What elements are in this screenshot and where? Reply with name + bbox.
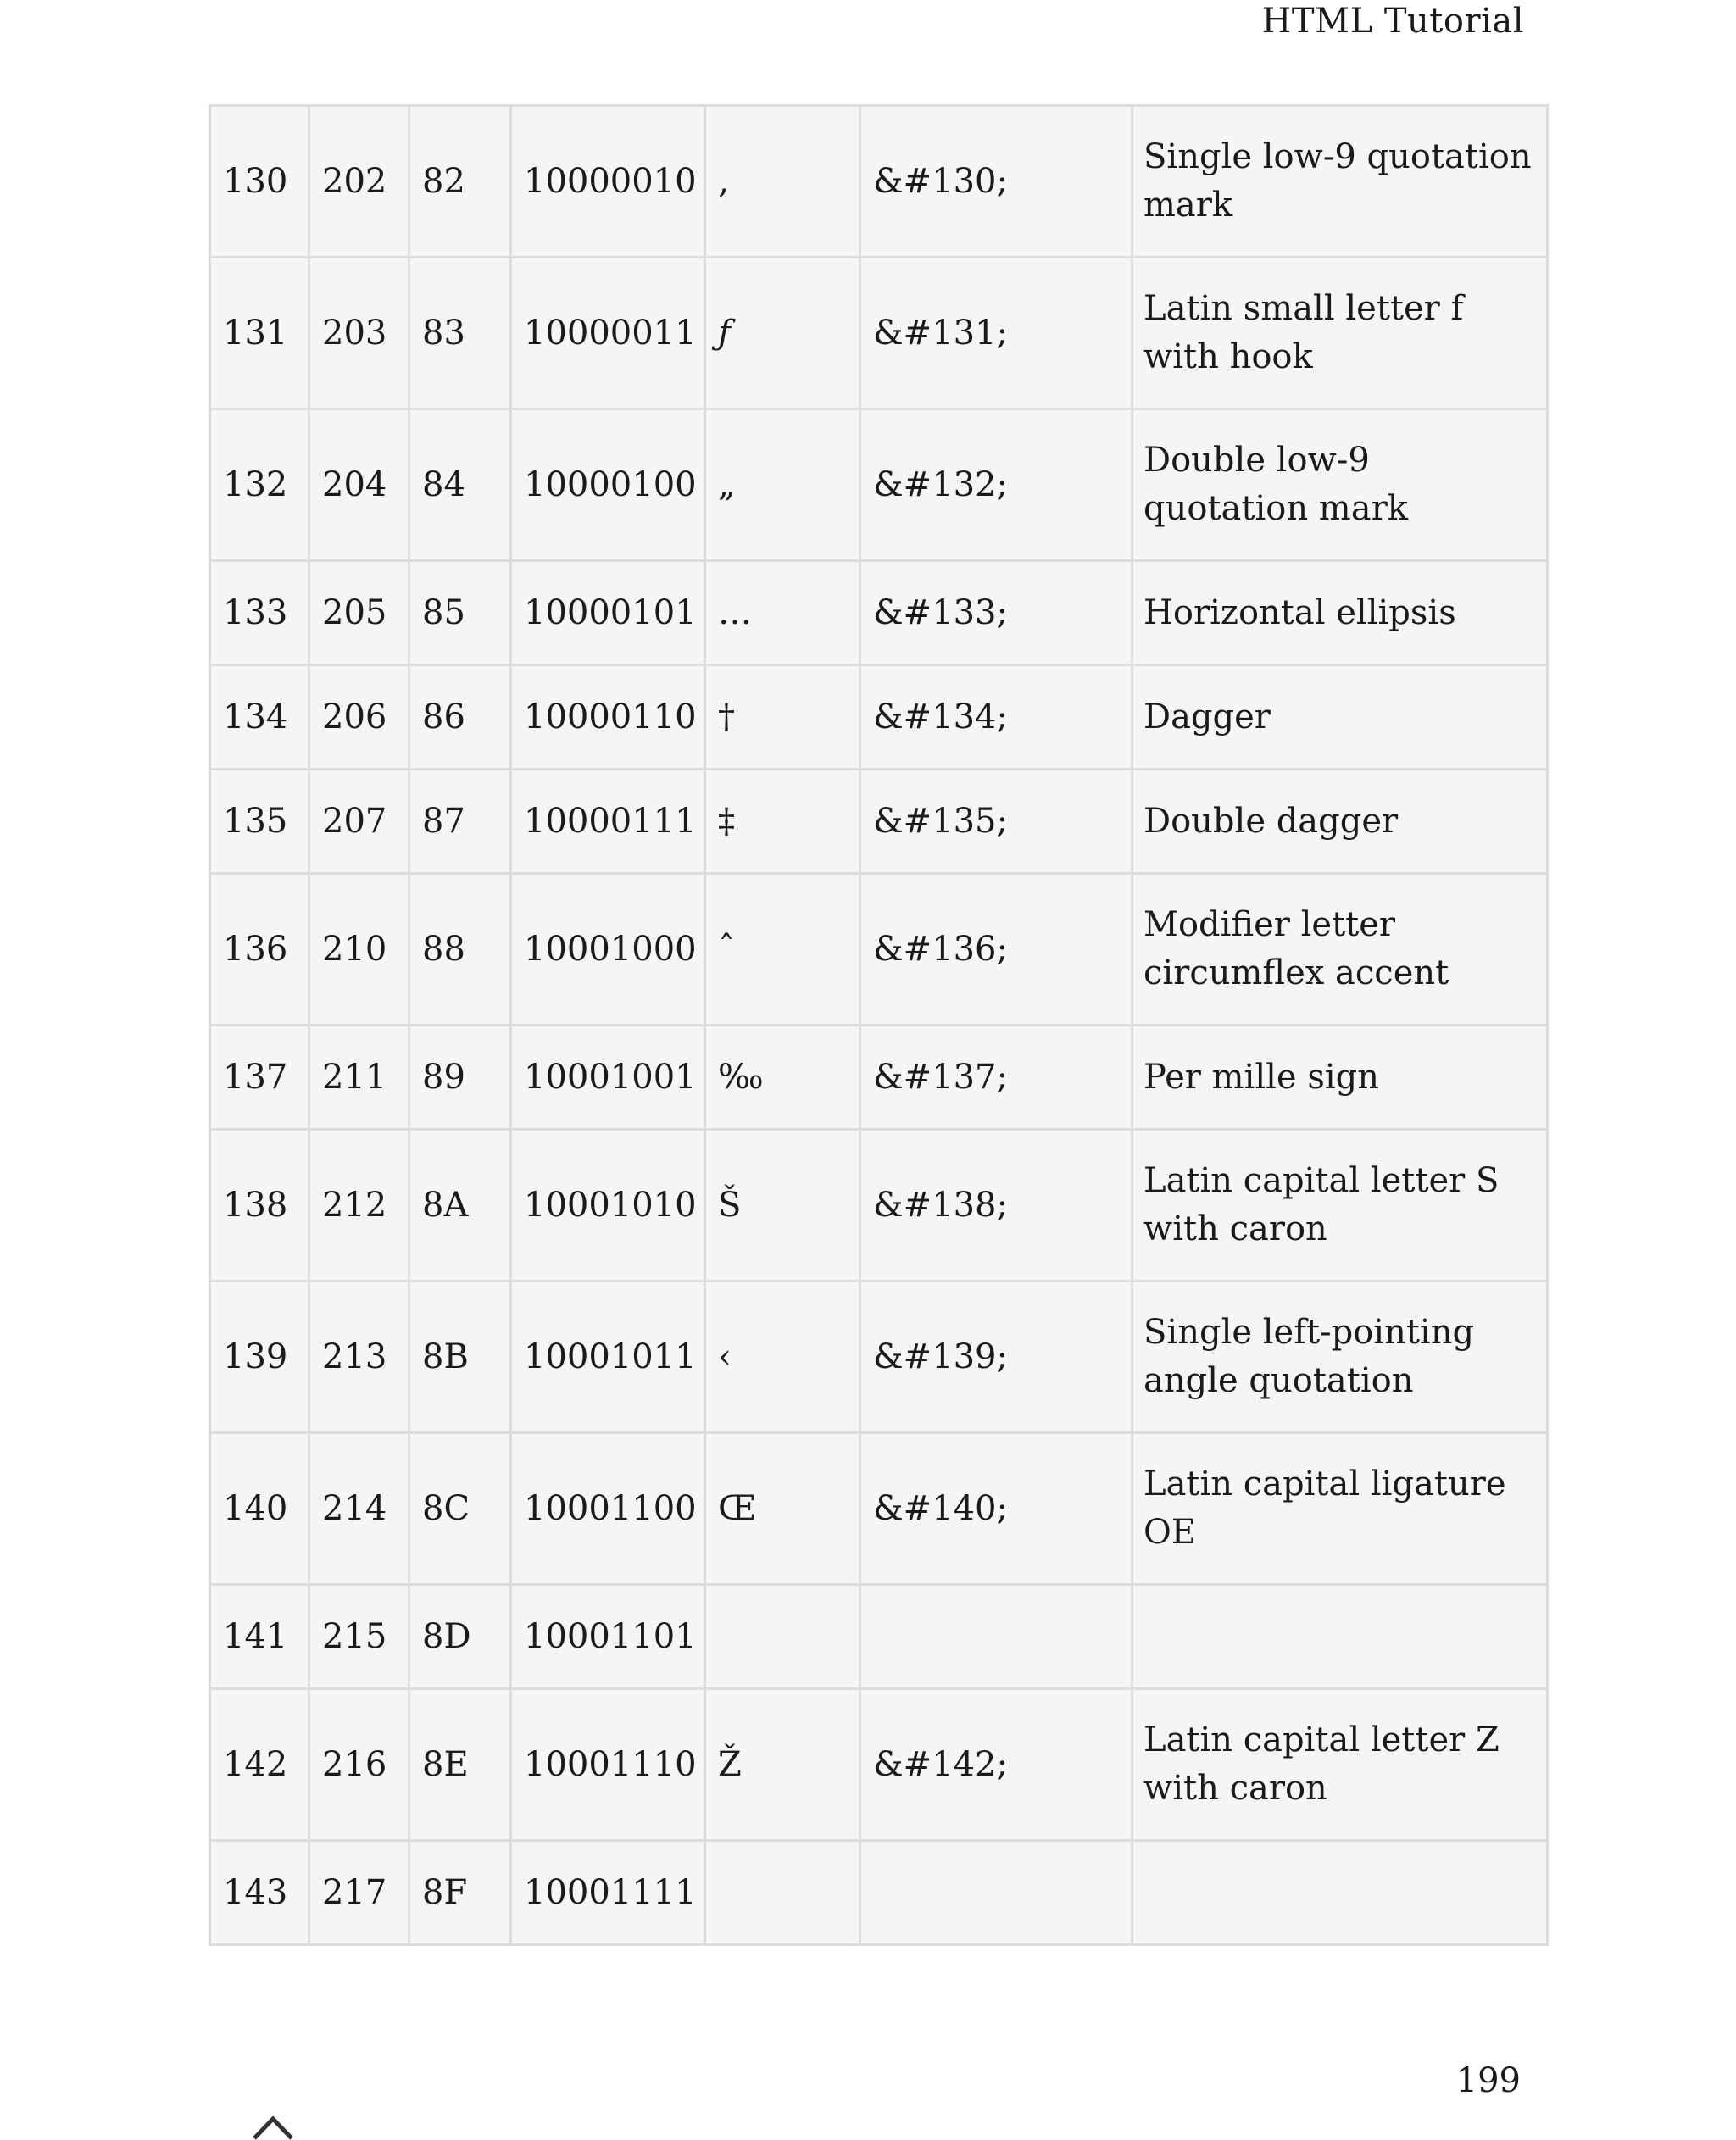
binary-cell: 10000110 — [511, 665, 705, 770]
decimal-cell: 130 — [210, 106, 309, 258]
table-row — [210, 1433, 1548, 1585]
hex-cell: 8F — [409, 1841, 511, 1945]
octal-cell: 210 — [309, 874, 409, 1026]
table-row — [210, 1130, 1548, 1281]
description-cell — [1132, 1585, 1548, 1689]
decimal-cell: 135 — [210, 770, 309, 874]
decimal-cell: 138 — [210, 1130, 309, 1281]
binary-cell: 10000111 — [511, 770, 705, 874]
table-row — [210, 1026, 1548, 1130]
hex-cell: 8B — [409, 1281, 511, 1433]
description-cell: Single left-pointing angle quotation — [1132, 1281, 1548, 1433]
description-cell: Latin small letter f with hook — [1132, 258, 1548, 409]
decimal-cell: 137 — [210, 1026, 309, 1130]
html-number-cell: &#135; — [860, 770, 1132, 874]
html-number-cell: &#137; — [860, 1026, 1132, 1130]
table-row — [210, 409, 1548, 561]
html-number-cell: &#138; — [860, 1130, 1132, 1281]
html-number-cell: &#134; — [860, 665, 1132, 770]
home-icon[interactable] — [251, 2114, 295, 2140]
description-cell: Double low-9 quotation mark — [1132, 409, 1548, 561]
octal-cell: 217 — [309, 1841, 409, 1945]
octal-cell: 211 — [309, 1026, 409, 1130]
html-number-cell: &#133; — [860, 561, 1132, 665]
hex-cell: 84 — [409, 409, 511, 561]
symbol-cell: ‰ — [705, 1026, 860, 1130]
symbol-cell: Š — [705, 1130, 860, 1281]
table-row — [210, 1281, 1548, 1433]
octal-cell: 206 — [309, 665, 409, 770]
binary-cell: 10001110 — [511, 1689, 705, 1841]
binary-cell: 10001100 — [511, 1433, 705, 1585]
octal-cell: 215 — [309, 1585, 409, 1689]
page-number: 199 — [1455, 2061, 1521, 2100]
html-number-cell: &#139; — [860, 1281, 1132, 1433]
decimal-cell: 133 — [210, 561, 309, 665]
decimal-cell: 132 — [210, 409, 309, 561]
symbol-cell — [705, 1841, 860, 1945]
octal-cell: 203 — [309, 258, 409, 409]
html-number-cell: &#131; — [860, 258, 1132, 409]
octal-cell: 214 — [309, 1433, 409, 1585]
html-number-cell: &#142; — [860, 1689, 1132, 1841]
description-cell: Modifier letter circumflex accent — [1132, 874, 1548, 1026]
symbol-cell: Œ — [705, 1433, 860, 1585]
symbol-cell: ‹ — [705, 1281, 860, 1433]
decimal-cell: 136 — [210, 874, 309, 1026]
decimal-cell: 142 — [210, 1689, 309, 1841]
symbol-cell: ˆ — [705, 874, 860, 1026]
hex-cell: 8E — [409, 1689, 511, 1841]
hex-cell: 8D — [409, 1585, 511, 1689]
symbol-cell: ƒ — [705, 258, 860, 409]
octal-cell: 205 — [309, 561, 409, 665]
description-cell: Horizontal ellipsis — [1132, 561, 1548, 665]
ascii-code-table — [209, 104, 1549, 1946]
description-cell: Latin capital ligature OE — [1132, 1433, 1548, 1585]
binary-cell: 10000101 — [511, 561, 705, 665]
hex-cell: 87 — [409, 770, 511, 874]
symbol-cell: Ž — [705, 1689, 860, 1841]
hex-cell: 86 — [409, 665, 511, 770]
symbol-cell: ‚ — [705, 106, 860, 258]
html-number-cell: &#130; — [860, 106, 1132, 258]
octal-cell: 216 — [309, 1689, 409, 1841]
description-cell: Per mille sign — [1132, 1026, 1548, 1130]
ascii-code-table-container — [209, 104, 1546, 1946]
html-number-cell — [860, 1841, 1132, 1945]
hex-cell: 8A — [409, 1130, 511, 1281]
symbol-cell — [705, 1585, 860, 1689]
table-row — [210, 874, 1548, 1026]
symbol-cell: ‡ — [705, 770, 860, 874]
binary-cell: 10000011 — [511, 258, 705, 409]
page-header-title: HTML Tutorial — [1261, 2, 1524, 41]
description-cell: Latin capital letter Z with caron — [1132, 1689, 1548, 1841]
description-cell: Double dagger — [1132, 770, 1548, 874]
table-row — [210, 106, 1548, 258]
binary-cell: 10000100 — [511, 409, 705, 561]
hex-cell: 88 — [409, 874, 511, 1026]
octal-cell: 213 — [309, 1281, 409, 1433]
binary-cell: 10001000 — [511, 874, 705, 1026]
hex-cell: 82 — [409, 106, 511, 258]
symbol-cell: † — [705, 665, 860, 770]
decimal-cell: 131 — [210, 258, 309, 409]
description-cell — [1132, 1841, 1548, 1945]
decimal-cell: 143 — [210, 1841, 309, 1945]
hex-cell: 89 — [409, 1026, 511, 1130]
table-row — [210, 1585, 1548, 1689]
symbol-cell: „ — [705, 409, 860, 561]
binary-cell: 10000010 — [511, 106, 705, 258]
binary-cell: 10001111 — [511, 1841, 705, 1945]
table-row — [210, 1841, 1548, 1945]
table-row — [210, 1689, 1548, 1841]
decimal-cell: 140 — [210, 1433, 309, 1585]
binary-cell: 10001010 — [511, 1130, 705, 1281]
html-number-cell: &#132; — [860, 409, 1132, 561]
octal-cell: 207 — [309, 770, 409, 874]
decimal-cell: 139 — [210, 1281, 309, 1433]
table-row — [210, 258, 1548, 409]
octal-cell: 204 — [309, 409, 409, 561]
table-row — [210, 665, 1548, 770]
description-cell: Dagger — [1132, 665, 1548, 770]
octal-cell: 202 — [309, 106, 409, 258]
binary-cell: 10001011 — [511, 1281, 705, 1433]
hex-cell: 8C — [409, 1433, 511, 1585]
html-number-cell: &#140; — [860, 1433, 1132, 1585]
decimal-cell: 134 — [210, 665, 309, 770]
html-number-cell: &#136; — [860, 874, 1132, 1026]
html-number-cell — [860, 1585, 1132, 1689]
hex-cell: 83 — [409, 258, 511, 409]
table-row — [210, 770, 1548, 874]
description-cell: Single low-9 quotation mark — [1132, 106, 1548, 258]
decimal-cell: 141 — [210, 1585, 309, 1689]
hex-cell: 85 — [409, 561, 511, 665]
binary-cell: 10001101 — [511, 1585, 705, 1689]
table-row — [210, 561, 1548, 665]
binary-cell: 10001001 — [511, 1026, 705, 1130]
octal-cell: 212 — [309, 1130, 409, 1281]
symbol-cell: … — [705, 561, 860, 665]
description-cell: Latin capital letter S with caron — [1132, 1130, 1548, 1281]
